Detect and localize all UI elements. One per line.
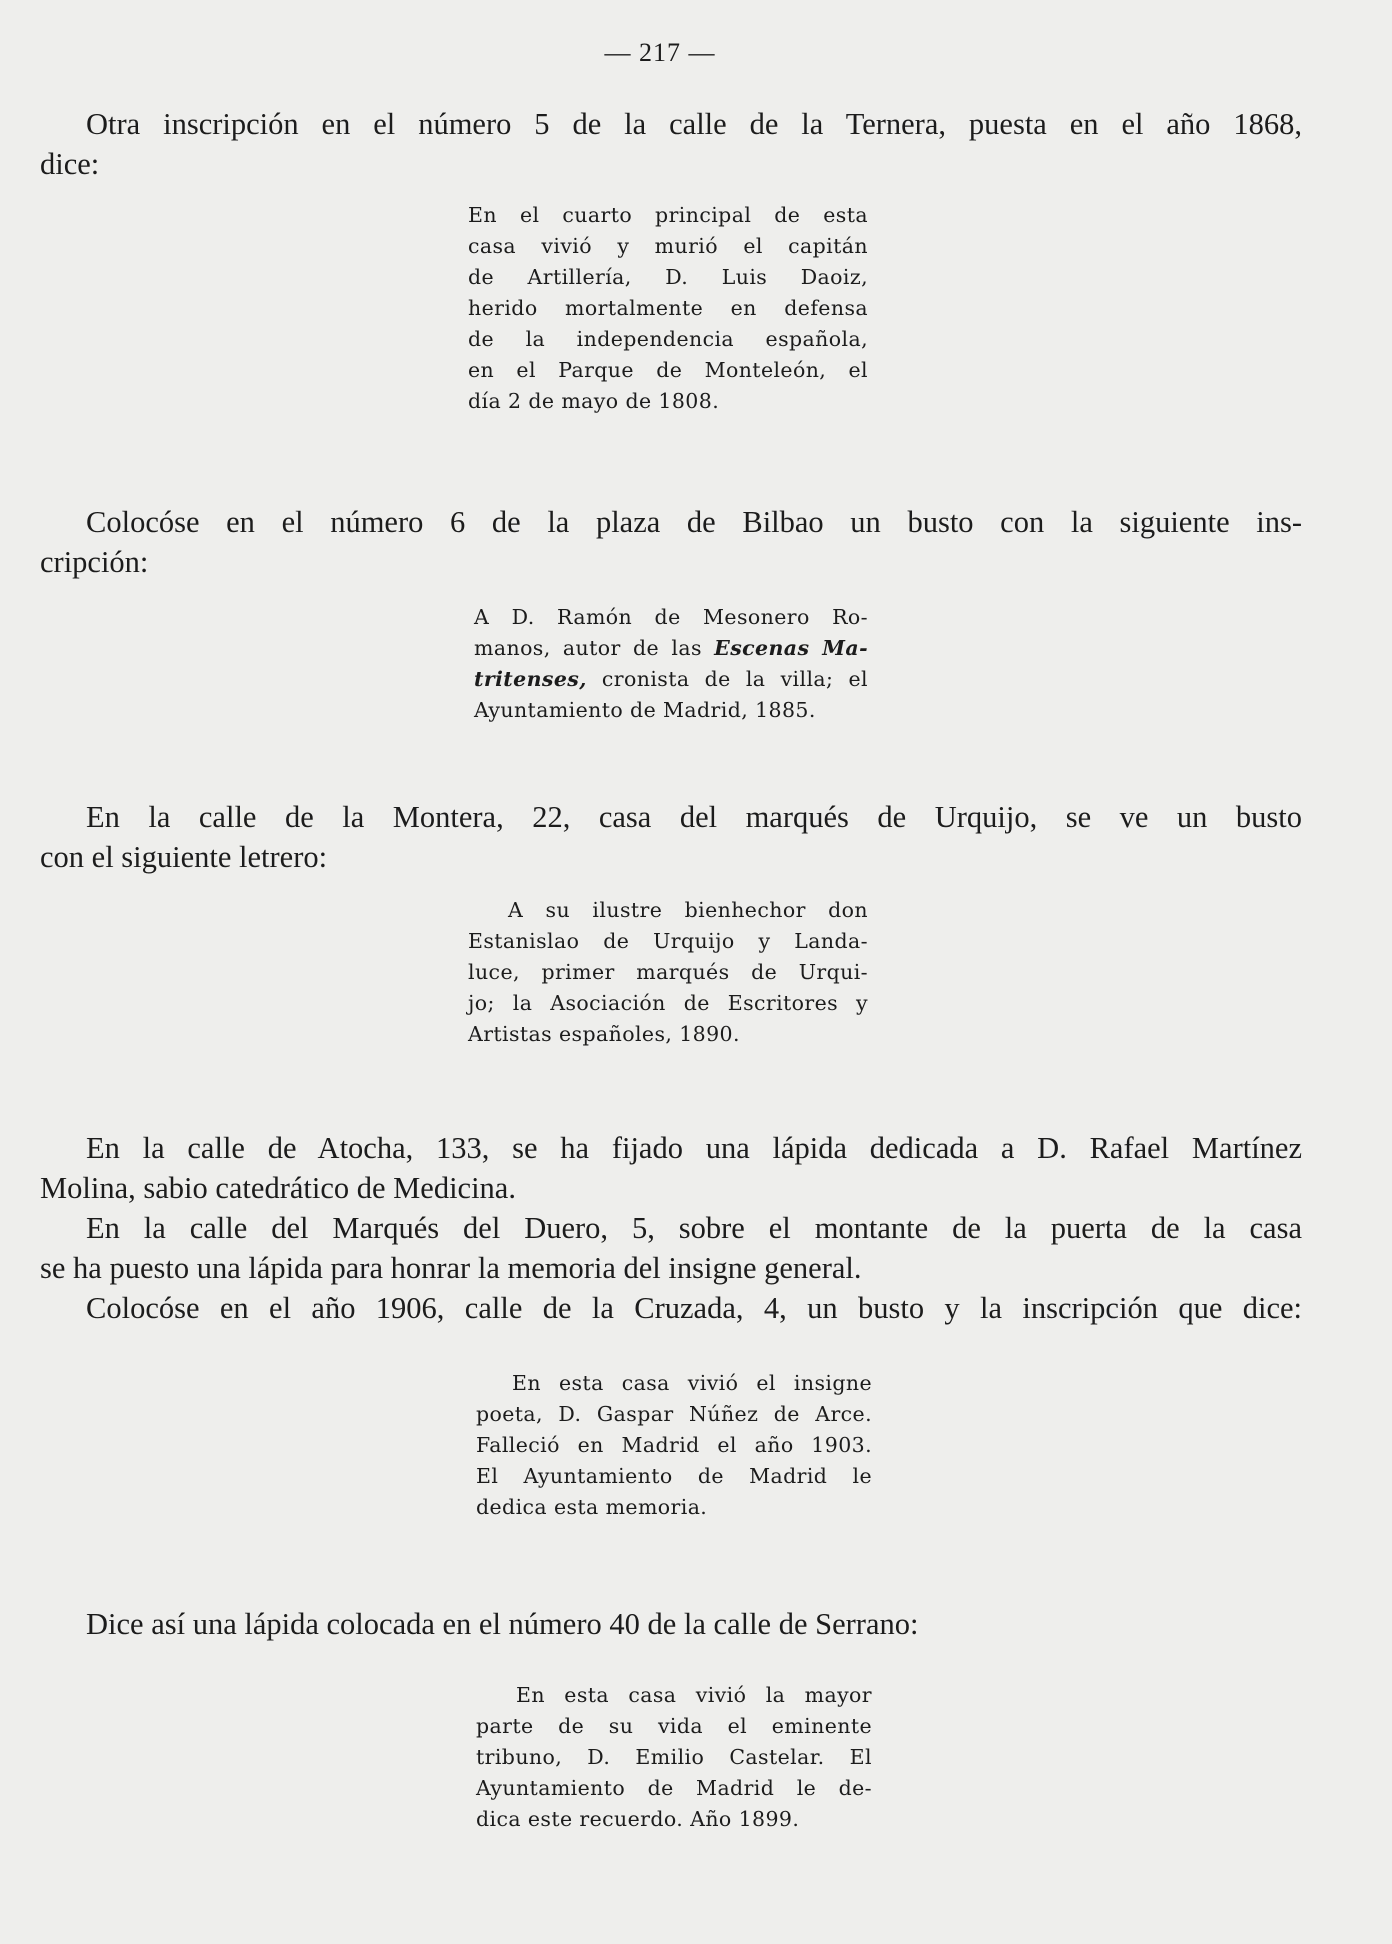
inscription-castelar — [476, 1680, 872, 1835]
paragraph-line: En la calle del Marqués del Duero, 5, sobre el montante de la puerta de la casa — [86, 1211, 1302, 1245]
inscription-line: herido mortalmente en defensa — [468, 296, 868, 320]
inscription-line: En esta casa vivió el insigne — [512, 1371, 872, 1395]
inscription-line: casa vivió y murió el capitán — [468, 234, 868, 258]
paragraph-line: se ha puesto una lápida para honrar la memoria del insigne general. — [40, 1251, 862, 1285]
inscription-line: parte de su vida el eminente — [476, 1714, 872, 1738]
page-number: — 217 — — [604, 38, 716, 67]
inscription-line: El Ayuntamiento de Madrid le — [476, 1464, 872, 1488]
inscription-nunez-de-arce — [476, 1368, 872, 1523]
paragraph-ternera — [40, 104, 1302, 184]
paragraph-line: Dice así una lápida colocada en el número 40 de la calle de Serrano: — [86, 1607, 919, 1641]
inscription-line: En el cuarto principal de esta — [468, 203, 868, 227]
inscription-line: día 2 de mayo de 1808. — [468, 389, 720, 413]
paragraph-bilbao — [40, 502, 1302, 582]
paragraph-line: con el siguiente letrero: — [40, 840, 328, 874]
inscription-line: tribuno, D. Emilio Castelar. El — [476, 1745, 872, 1769]
inscription-line: dica este recuerdo. Año 1899. — [476, 1807, 800, 1831]
paragraph-line: En la calle de Atocha, 133, se ha fijado una lápida dedicada a D. Rafael Martínez — [86, 1131, 1302, 1165]
inscription-urquijo — [468, 895, 868, 1050]
inscription-line: Ayuntamiento de Madrid, 1885. — [474, 698, 816, 722]
paragraph-line: Colocóse en el número 6 de la plaza de Bilbao un busto con la siguiente ins- — [86, 505, 1302, 539]
inscription-line: Falleció en Madrid el año 1903. — [476, 1433, 872, 1457]
inscription-line: A su ilustre bienhechor don — [508, 898, 868, 922]
paragraph-line: cripción: — [40, 545, 149, 579]
inscription-line: tritenses, cronista de la villa; el — [474, 667, 868, 691]
inscription-mesonero — [474, 602, 868, 726]
inscription-line: en el Parque de Monteleón, el — [468, 358, 868, 382]
paragraph-montera — [40, 797, 1302, 877]
inscription-line: manos, autor de las Escenas Ma- — [474, 636, 868, 660]
inscription-line: Estanislao de Urquijo y Landa- — [468, 929, 868, 953]
inscription-line: jo; la Asociación de Escritores y — [468, 991, 868, 1015]
paragraph-serrano — [40, 1604, 1302, 1644]
inscription-line: En esta casa vivió la mayor — [516, 1683, 872, 1707]
inscription-line: Artistas españoles, 1890. — [468, 1022, 740, 1046]
inscription-line: Ayuntamiento de Madrid le de- — [476, 1776, 872, 1800]
paragraph-duero — [40, 1208, 1302, 1288]
paragraph-line: dice: — [40, 147, 100, 181]
paragraph-line: En la calle de la Montera, 22, casa del marqués de Urquijo, se ve un busto — [86, 800, 1302, 834]
paragraph-line: Otra inscripción en el número 5 de la calle de la Ternera, puesta en el año 1868, — [86, 107, 1302, 141]
inscription-line: de Artillería, D. Luis Daoiz, — [468, 265, 868, 289]
paragraph-line: Molina, sabio catedrático de Medicina. — [40, 1171, 516, 1205]
inscription-line: luce, primer marqués de Urqui- — [468, 960, 868, 984]
inscription-line: A D. Ramón de Mesonero Ro- — [474, 605, 868, 629]
paragraph-cruzada — [40, 1288, 1302, 1328]
paragraph-atocha — [40, 1128, 1302, 1208]
inscription-line: poeta, D. Gaspar Núñez de Arce. — [476, 1402, 872, 1426]
inscription-line: de la independencia española, — [468, 327, 868, 351]
inscription-line: dedica esta memoria. — [476, 1495, 708, 1519]
paragraph-line: Colocóse en el año 1906, calle de la Cruzada, 4, un busto y la inscripción que dice: — [86, 1291, 1302, 1325]
inscription-daoiz — [468, 200, 868, 417]
